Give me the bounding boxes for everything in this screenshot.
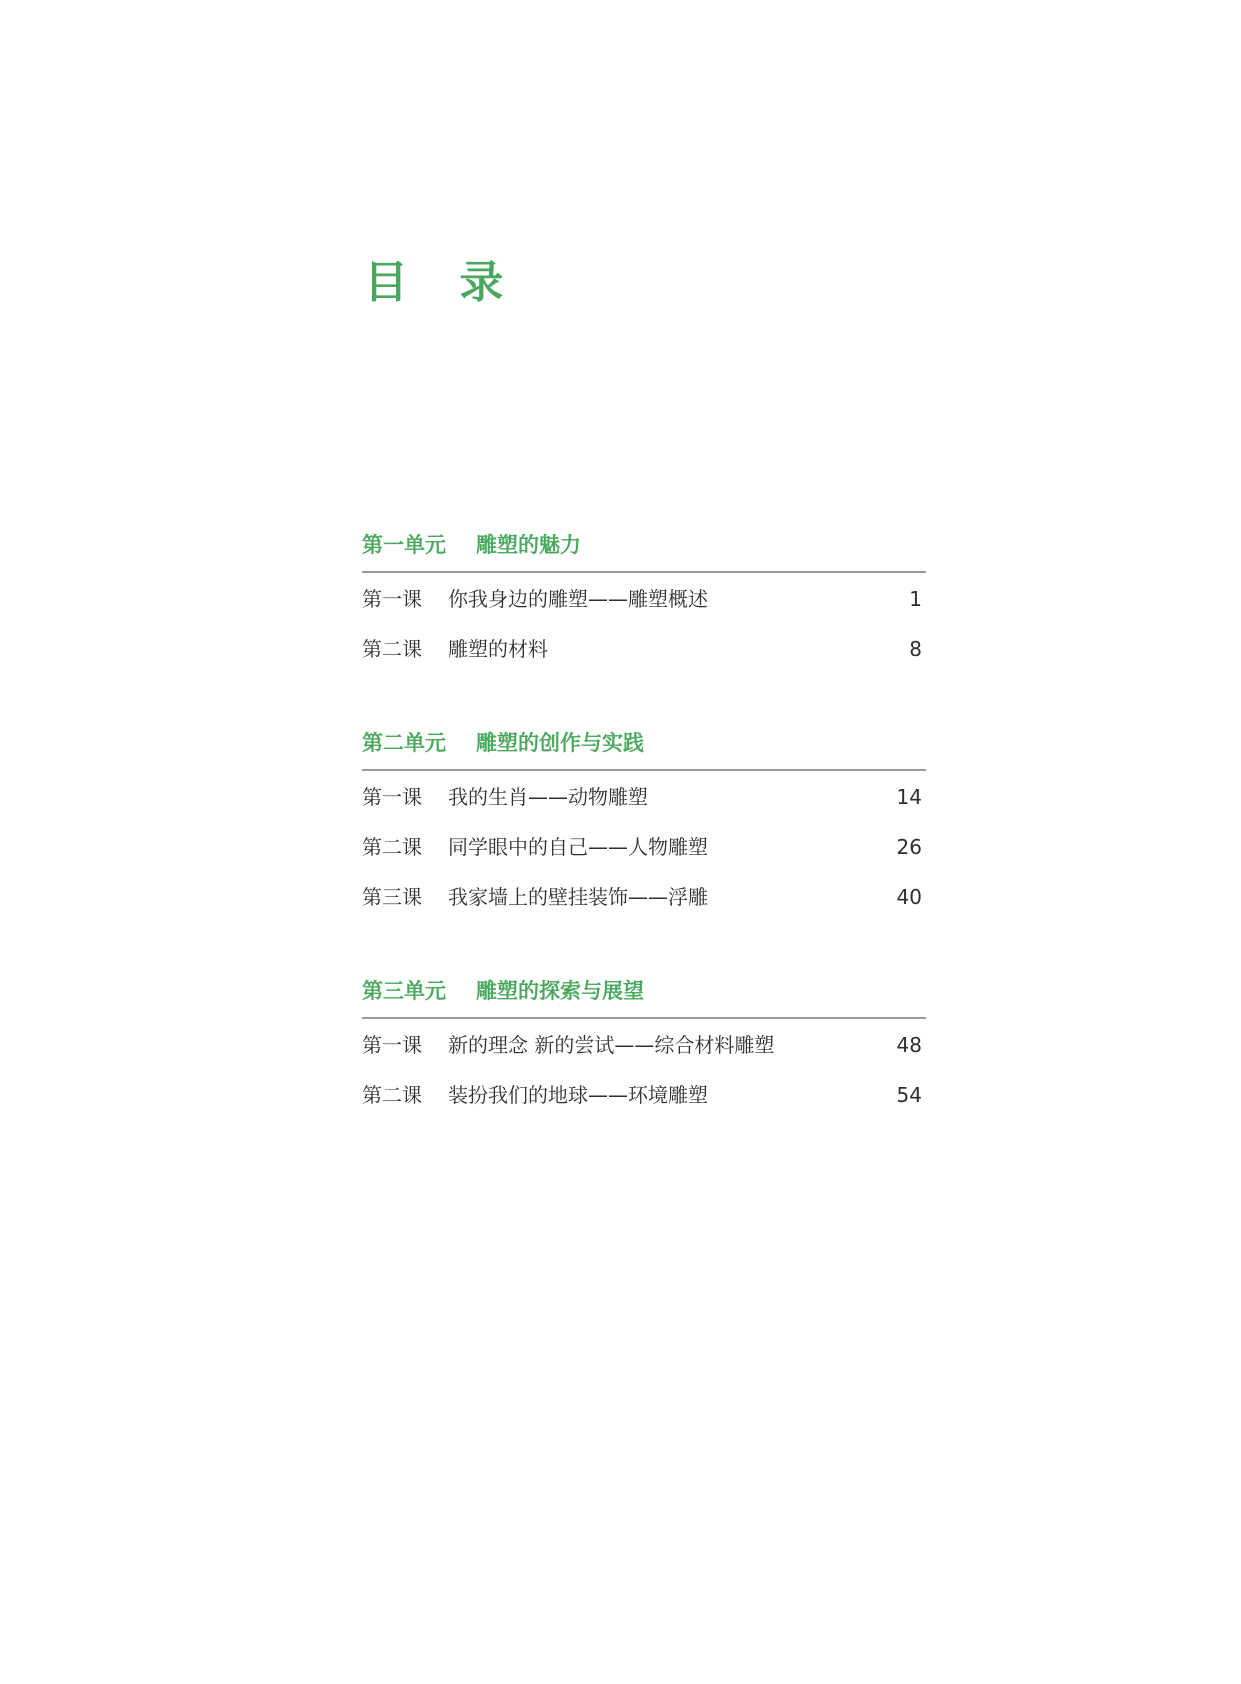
lesson-number: 第一课 xyxy=(362,587,422,611)
toc-entry[interactable] xyxy=(362,871,926,921)
toc-entry[interactable] xyxy=(362,771,926,821)
lesson-title: 我的生肖——动物雕塑 xyxy=(448,785,648,809)
lesson-title: 装扮我们的地球——环境雕塑 xyxy=(448,1083,708,1107)
page-number: 14 xyxy=(896,785,922,809)
unit-number: 第一单元 xyxy=(362,533,446,557)
page-number: 48 xyxy=(896,1033,922,1057)
unit-header xyxy=(362,725,926,771)
toc-entry[interactable] xyxy=(362,623,926,673)
lesson-number: 第一课 xyxy=(362,1033,422,1057)
lesson-number: 第二课 xyxy=(362,1083,422,1107)
unit-name: 雕塑的魅力 xyxy=(476,533,581,557)
unit-section xyxy=(362,973,926,1119)
toc-entry[interactable] xyxy=(362,821,926,871)
unit-header xyxy=(362,973,926,1019)
toc-entry[interactable] xyxy=(362,1069,926,1119)
lesson-title: 你我身边的雕塑——雕塑概述 xyxy=(448,587,708,611)
page-title: 目 录 xyxy=(364,257,522,308)
lesson-number: 第三课 xyxy=(362,885,422,909)
page-number: 26 xyxy=(896,835,922,859)
lesson-number: 第二课 xyxy=(362,835,422,859)
lesson-number: 第二课 xyxy=(362,637,422,661)
lesson-title: 雕塑的材料 xyxy=(448,637,548,661)
unit-number: 第二单元 xyxy=(362,731,446,755)
unit-name: 雕塑的创作与实践 xyxy=(476,731,644,755)
page-number: 8 xyxy=(909,637,922,661)
page-number: 54 xyxy=(896,1083,922,1107)
lesson-title: 我家墙上的壁挂装饰——浮雕 xyxy=(448,885,708,909)
page-number: 1 xyxy=(909,587,922,611)
unit-section xyxy=(362,527,926,673)
lesson-title: 同学眼中的自己——人物雕塑 xyxy=(448,835,708,859)
toc-entry[interactable] xyxy=(362,1019,926,1069)
unit-number: 第三单元 xyxy=(362,979,446,1003)
lesson-number: 第一课 xyxy=(362,785,422,809)
page-number: 40 xyxy=(896,885,922,909)
toc-entry[interactable] xyxy=(362,573,926,623)
unit-section xyxy=(362,725,926,921)
unit-name: 雕塑的探索与展望 xyxy=(476,979,644,1003)
unit-header xyxy=(362,527,926,573)
lesson-title: 新的理念 新的尝试——综合材料雕塑 xyxy=(448,1033,775,1057)
